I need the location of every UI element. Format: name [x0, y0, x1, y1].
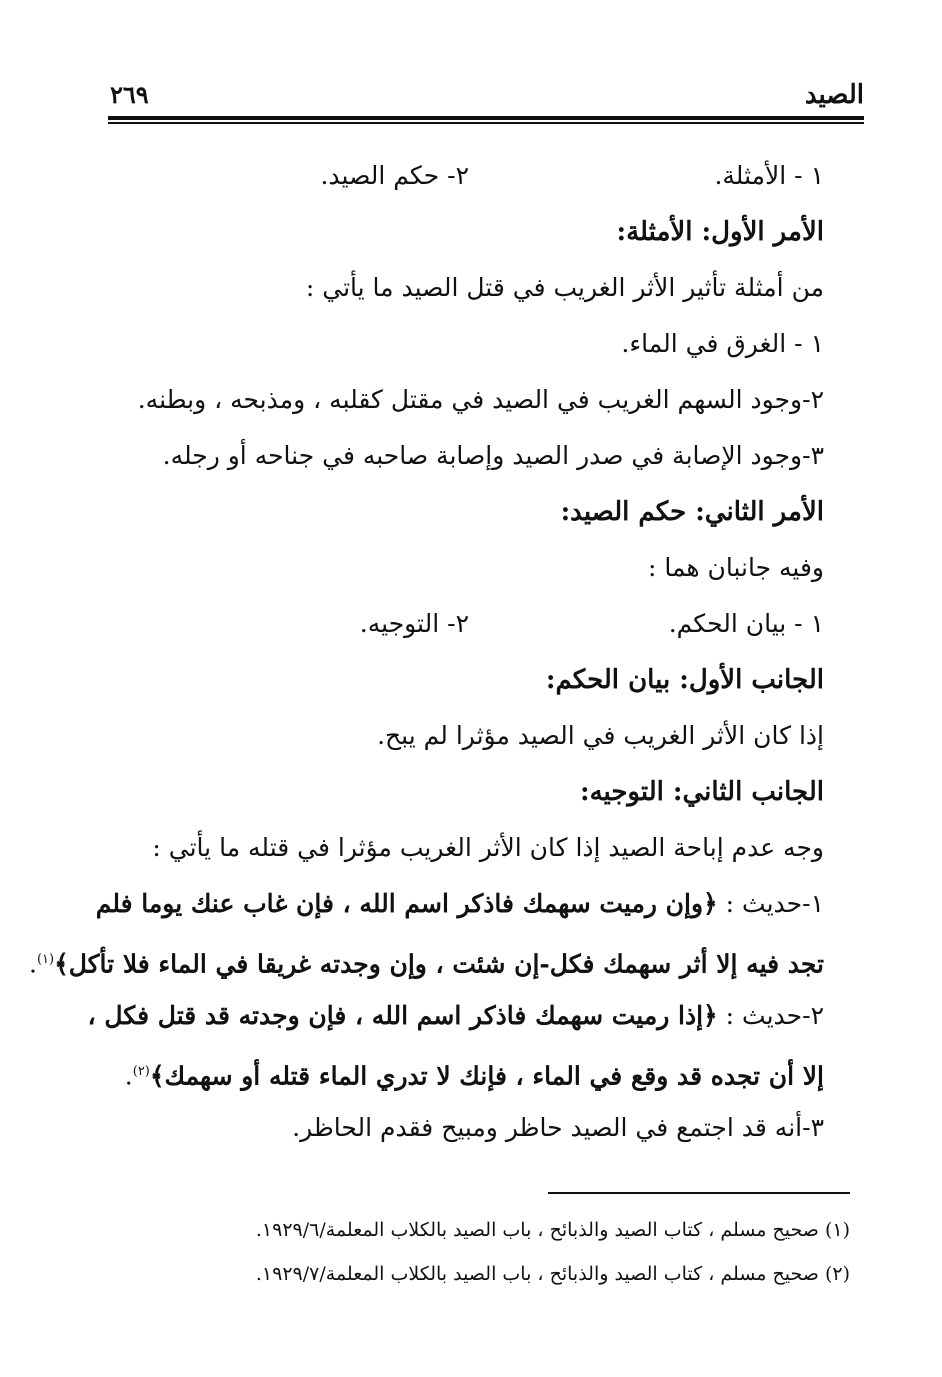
footnote-1: (١) صحيح مسلم ، كتاب الصيد والذبائح ، باب الصيد بالكلاب المعلمة/١٩٢٩/٦.: [255, 1219, 850, 1241]
hadith-1-prefix: ١-حديث :: [717, 889, 824, 918]
intro-items: [108, 148, 824, 204]
hadith-2-text-1: ﴿إذا رميت سهمك فاذكر اسم الله ، فإن وجدته قد قتل فكل ،: [87, 1001, 718, 1030]
hadith-2-line-2: إلا أن تجده قد وقع في الماء ، فإنك لا تدري الماء قتله أو سهمك﴾$^{(٢)}$.: [124, 1061, 824, 1091]
footnotes: [120, 1208, 850, 1296]
heading-justification: الجانب الثاني: التوجيه:: [579, 777, 824, 807]
justification-intro: وجه عدم إباحة الصيد إذا كان الأثر الغريب مؤثرا في قتله ما يأتي :: [152, 833, 824, 862]
footnote-2: (٢) صحيح مسلم ، كتاب الصيد والذبائح ، باب الصيد بالكلاب المعلمة/١٩٢٩/٧.: [255, 1263, 850, 1285]
hadith-1-line-1: [95, 876, 824, 932]
page-number: ٢٦٩: [110, 80, 149, 109]
aspect-items: [108, 596, 824, 652]
hadith-2-text-2: إلا أن تجده قد وقع في الماء ، فإنك لا تدري الماء قتله أو سهمك﴾: [149, 1061, 824, 1091]
hadith-1-line-2: تجد فيه إلا أثر سهمك فكل-إن شئت ، وإن وجدته غريقا في الماء فلا تأكل﴾$^{(١)}$.: [28, 949, 824, 979]
page-header: [108, 80, 864, 116]
aspect-item-2: ٢- التوجيه.: [359, 609, 469, 638]
example-item-3: ٣-وجود الإصابة في صدر الصيد وإصابة صاحبه في جناحه أو رجله.: [162, 441, 824, 470]
point-3: ٣-أنه قد اجتمع في الصيد حاظر ومبيح فقدم الحاظر.: [292, 1113, 824, 1142]
example-item-2: ٢-وجود السهم الغريب في الصيد في مقتل كقلبه ، ومذبحه ، وبطنه.: [137, 385, 824, 414]
intro-item-1: ١ - الأمثلة.: [714, 161, 824, 190]
heading-ruling-section: الأمر الثاني: حكم الصيد:: [560, 497, 824, 527]
chapter-title: الصيد: [804, 80, 864, 110]
aspects-intro: وفيه جانبان هما :: [647, 553, 824, 582]
heading-ruling: الجانب الأول: بيان الحكم:: [545, 665, 824, 695]
footnote-ref-1[interactable]: (١): [36, 952, 55, 967]
footnote-ref-2[interactable]: (٢): [132, 1064, 150, 1079]
footnote-separator: [548, 1192, 850, 1194]
heading-examples: الأمر الأول: الأمثلة:: [616, 217, 824, 247]
aspect-item-1: ١ - بيان الحكم.: [668, 609, 824, 638]
header-rule-thick: [108, 116, 864, 120]
hadith-1-text-1: ﴿وإن رميت سهمك فاذكر اسم الله ، فإن غاب عنك يوما فلم: [95, 889, 718, 918]
header-rule-thin: [108, 122, 864, 124]
hadith-2-prefix: ٢-حديث :: [717, 1001, 824, 1030]
intro-item-2: ٢- حكم الصيد.: [320, 161, 469, 190]
hadith-1-text-2: تجد فيه إلا أثر سهمك فكل-إن شئت ، وإن وجدته غريقا في الماء فلا تأكل﴾: [54, 949, 824, 979]
ruling-text: إذا كان الأثر الغريب في الصيد مؤثرا لم يبح.: [377, 721, 824, 750]
examples-intro: من أمثلة تأثير الأثر الغريب في قتل الصيد ما يأتي :: [305, 273, 824, 302]
main-text: [28, 148, 824, 1156]
hadith-2-line-1: [87, 988, 824, 1044]
example-item-1: ١ - الغرق في الماء.: [621, 329, 824, 358]
